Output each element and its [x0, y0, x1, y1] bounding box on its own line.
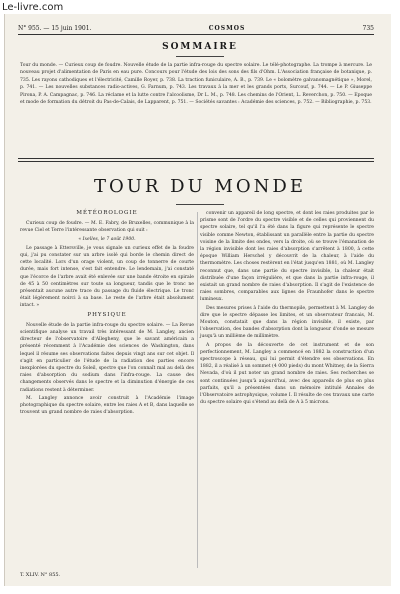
- article-paragraph: Le passage à Ettersville, je vous signale un curieux effet de la foudre qui, j'ai pu constater sur un arbre isolé qui borde le chemin direct de cette localité. Lors d'un orage violent, un coup de tonnerre de courte durée, mais fort intense, s'est fait entendre. Le lendemain, j'ai constaté que l'écorce de l'arbre avait été enlevée sur une bande étroite en spirale de 45 à 50 centimètres sur toute sa longueur, tandis que le tronc ne présentait aucune autre trace du passage du fluide électrique. Le tronc était légèrement noirci à sa base. Le reste de l'arbre était absolument intact. »: [20, 245, 194, 309]
- watermark: Le-livre.com: [2, 2, 64, 13]
- article-paragraph: convenir un appareil de long spectre, et dont les raies produites par le prisme sont de l'ordre du spectre visible et de celles qui proviennent du spectre solaire, tel qu'il l'a été dans la figure qui représente le spectre visible comme Newton, établissant un parallèle entre la partie du spectre voisine de la limite des ondes, vers la droite, où se trouve l'émanation de la région invisible dont les raies d'absorption s'arrêtent à 1800, à cette époque William Herschel y découvrit de la chaleur, à l'aide du thermomètre. Les choses restèrent en l'état jusqu'en 1881, où M. Langley reconnut que, dans une partie du spectre invisible, la chaleur était distribuée d'une façon irrégulière, et que dans la partie infra-rouge, il existait un grand nombre de raies d'absorption. Il s'agit de l'existence de raies sombres, comparables aux lignes de Fraunhofer dans le spectre lumineux.: [200, 211, 374, 303]
- issue-number: N° 955. — 15 juin 1901.: [18, 24, 92, 32]
- section-heading-meteorologie: MÉTÉOROLOGIE: [76, 210, 138, 216]
- section-divider-thin: [18, 161, 374, 162]
- column-separator: [197, 212, 198, 568]
- article-paragraph: A propos de la découverte de cet instrument et de son perfectionnement, M. Langley a commencé en 1882 la construction d'un spectroscope à réseau, qui lui permit d'étendre ses observations. En 1882, il a réalisé à un sommet (4 000 pieds) du mont Whitney, de la Sierra Nevada, d'où il put noter un grand nombre de raies. Ses recherches se sont continuées jusqu'à aujourd'hui, avec des appareils de plus en plus parfaits, qu'il a présentées dans un mémoire intitulé Annales de l'Observatoire astrophysique, volume I. Il résulte de ces travaux une carte du spectre solaire qui s'étend au delà de A à 5 microns.: [200, 342, 374, 406]
- header-rule: [18, 34, 374, 35]
- section-heading-physique: PHYSIQUE: [87, 311, 127, 318]
- sommaire-text: Tour du monde. — Curieux coup de foudre. Nouvelle étude de la partie infra-rouge du spectre solaire. Le télé-photographe. La trompe à mercure. Le nouveau projet d'alimentation de Paris en eau pure. Concours pour l'étude des lois des sons des fils d'Ohm. L'Association française de botanique, p. 735. Les rayons cathodiques et l'électricité, Camille Royer, p. 738. La traction funiculaire, A. B., p. 739. Le « bolomètre galvanomagnétique », Morel, p. 741. — Les nouvelles substances radio-actives, G. Farnum, p. 743. Les travaux à la mer et les grands ports, Surcouf, p. 744. — Le P. Giuseppe Pirona, P. A. Campagnac, p. 746. La réclame et la lutte contre l'alcoolisme, Dr L. M., p. 748. Les chemins de l'Orient, L. Reverchon, p. 750. — Epoque et mode de formation du détroit du Pas-de-Calais, de Lapparent, p. 751. — Sociétés savantes : Académie des sciences, p. 752. — Bibliographie, p. 753.: [20, 63, 372, 106]
- quote-line: « Ixelles, le 7 août 1900.: [78, 236, 136, 242]
- article-paragraph: Des mesures prises à l'aide du thermopile, permettent à M. Langley de dire que le spectre dépasse les limites, et un observateur francais, M. Mouton, constatait que dans la région invisible, il existe, par l'observation, des bandes d'absorption dont la longueur d'onde se mesure jusqu'à un millième de millimètre.: [200, 305, 374, 340]
- article-paragraph: Curieux coup de foudre. — M. E. Fabry, de Bruxelles, communique à la revue Ciel et Terre l'intéressante observation qui suit :: [20, 221, 194, 234]
- tour-rule: [176, 204, 224, 205]
- page-number: 735: [362, 24, 374, 32]
- section-divider: [18, 158, 374, 159]
- article-paragraph: M. Langley annonce avoir construit à l'Académie l'image photographique du spectre solaire, entre les raies A et B, dans laquelle se trouvent un grand nombre de raies d'absorption.: [20, 395, 194, 416]
- journal-title: COSMOS: [208, 24, 246, 32]
- volume-footer: T. XLIV. N° 855.: [20, 572, 61, 578]
- page-header: [18, 22, 374, 34]
- sommaire-heading: SOMMAIRE: [162, 42, 238, 52]
- article-paragraph: Nouvelle étude de la partie infra-rouge du spectre solaire. — La Revue scientifique analyse un travail très intéressant de M. Langley, ancien directeur de l'observatoire d'Allegheny, que le savant américain a présenté récemment à l'Académie des sciences de Washington, dans lequel il résume ses observations faites depuis vingt ans sur cet objet. Il s'agit en particulier de l'étude de la radiation des parties encore inexplorées du spectre du Soleil, spectre que l'on connaît mal au delà des raies d'absorption du sodium dans l'infra-rouge. La cause des changements observés dans le spectre et la diminution d'énergie de ces radiations restent à déterminer.: [20, 322, 194, 393]
- right-column: [200, 210, 374, 407]
- sommaire-rule: [176, 56, 224, 57]
- left-column: [20, 210, 194, 417]
- tour-du-monde-heading: TOUR DU MONDE: [93, 176, 307, 197]
